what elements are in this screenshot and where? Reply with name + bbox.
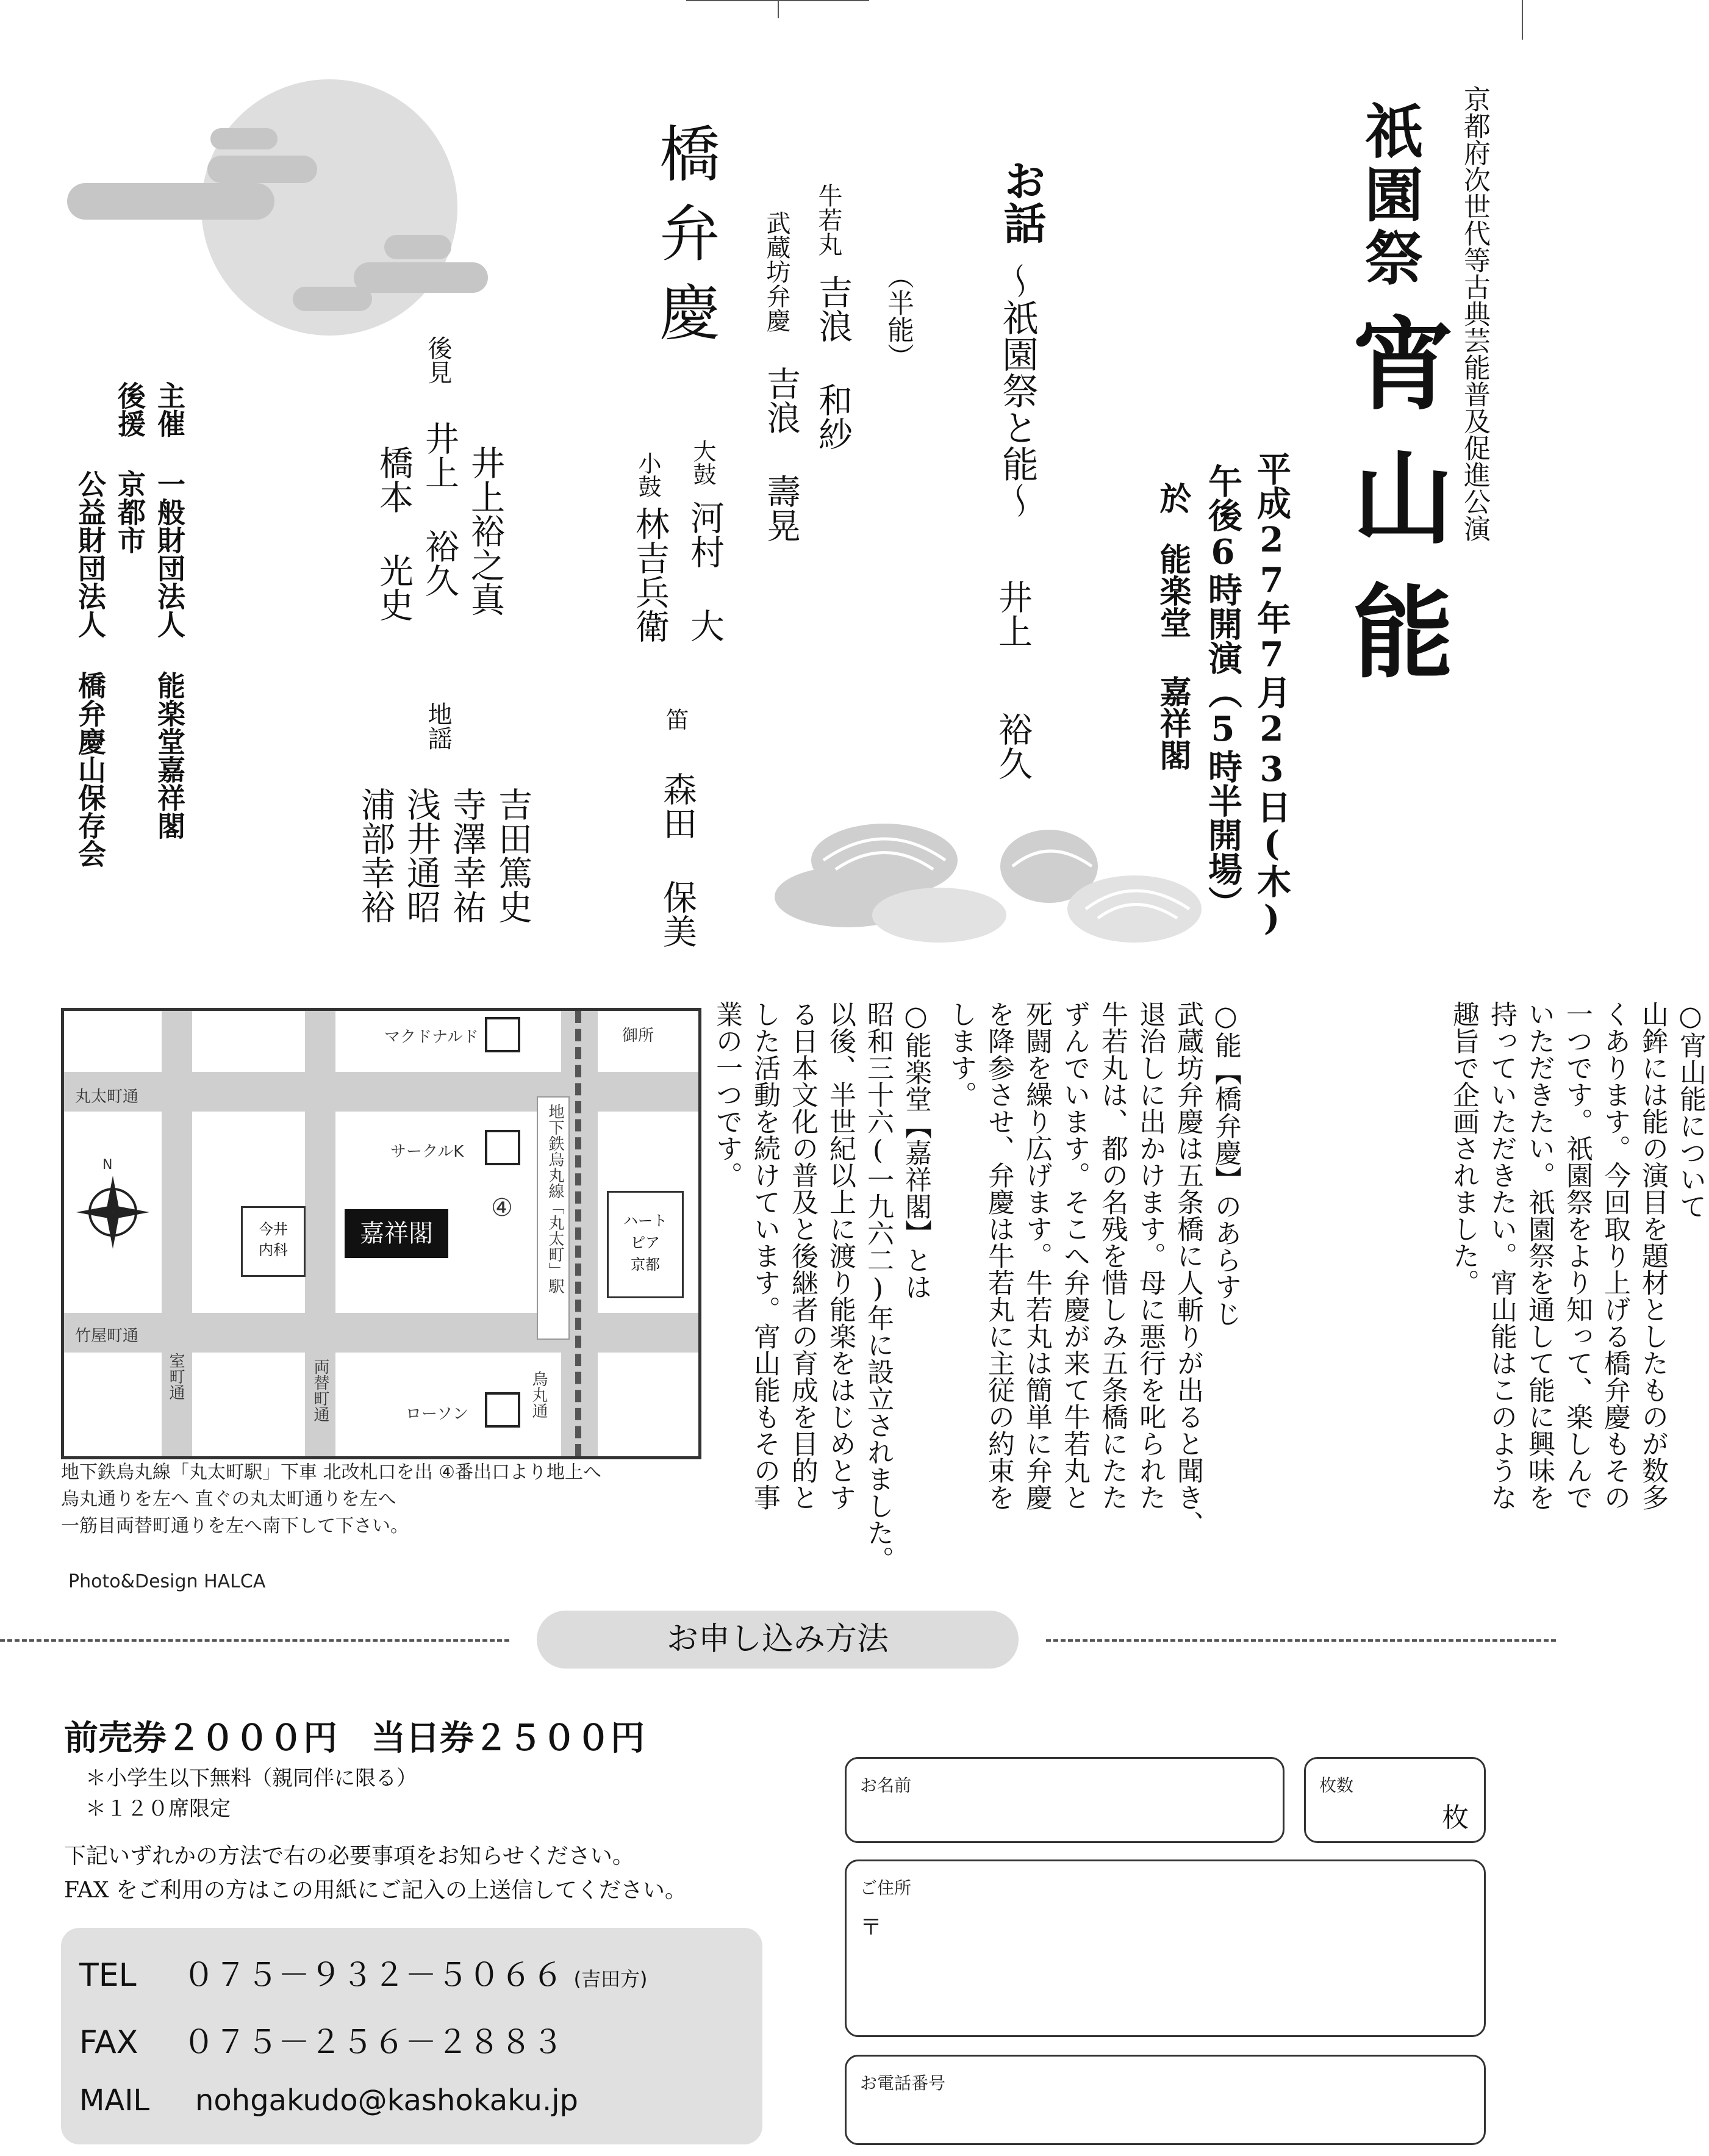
direction-line: 地下鉄烏丸線「丸太町駅」下車 北改札口を出 ④番出口より地上へ (61, 1462, 601, 1483)
support: 京都市 (113, 470, 146, 554)
kouken-member: 井上裕之真 (465, 445, 505, 616)
design-credit: Photo&Design HALCA (68, 1571, 266, 1592)
about-line: 持っていただきたい。宵山能はこのような (1486, 1001, 1517, 1511)
jiutai-member: 寺澤幸祐 (447, 787, 487, 924)
divider-right (1046, 1639, 1556, 1642)
road-marutamachi (64, 1072, 698, 1112)
cast-role: 武蔵坊弁慶 (762, 210, 790, 332)
about-line: 一つです。祇園祭をより知って、楽しんで (1561, 1001, 1593, 1511)
jiutai-member: 浦部幸裕 (356, 787, 395, 924)
contact-mail (79, 2083, 578, 2118)
landmark-label: ピア (631, 1234, 660, 1251)
cast-name: 吉浪 壽晃 (761, 366, 801, 542)
cloud-decoration (354, 262, 488, 293)
mail-label: MAIL (79, 2083, 150, 2118)
event-title: 宵山能 (1336, 311, 1455, 714)
street-label: 烏丸通 (529, 1371, 548, 1418)
venue-prefix: 於 (1154, 482, 1191, 514)
subway-label-box (537, 1096, 570, 1340)
synopsis-line: 退治しに出かけます。母に悪行を叱られた (1134, 1001, 1166, 1511)
fax-number[interactable]: ０７５－２５６－２８８３ (183, 2024, 564, 2061)
musician-role: 大鼓 (689, 439, 716, 486)
venue-marker: 嘉祥閣 (345, 1209, 448, 1258)
address-label: ご住所 (860, 1878, 912, 1898)
synopsis-line: 武蔵坊弁慶は五条橋に人斬りが出ると聞き、 (1172, 1001, 1203, 1537)
hall-line: ○能楽堂【嘉祥閣】とは (900, 1001, 931, 1300)
event-venue: 能楽堂 嘉祥閣 (1154, 543, 1191, 771)
crop-mark (778, 0, 779, 18)
contact-fax (79, 2016, 564, 2062)
cloud-decoration (67, 183, 274, 220)
north-label: N (102, 1157, 113, 1173)
support: 公益財団法人 橋弁慶山保存会 (74, 470, 107, 868)
instruction-line: 下記いずれかの方法で右の必要事項をお知らせください。 (64, 1844, 634, 1869)
lawson-marker (485, 1392, 520, 1428)
contact-tel (79, 1949, 648, 1995)
host-label: 主催 (153, 381, 186, 437)
subway-line (575, 1011, 581, 1456)
street-label: 丸太町通 (75, 1088, 139, 1106)
synopsis-line: ずんでいます。そこへ弁慶が来て牛若丸と (1059, 1001, 1090, 1511)
hall-line: る日本文化の普及と後継者の育成を目的と (787, 1001, 818, 1511)
contact-panel (61, 1928, 762, 2144)
hall-line: した活動を続けています。宵山能もその事 (749, 1001, 780, 1511)
landmark-label: ハート (623, 1212, 667, 1229)
fax-label: FAX (79, 2024, 138, 2061)
jiutai-label: 地謡 (424, 702, 452, 750)
ticket-note: ＊小学生以下無料（親同伴に限る） (85, 1766, 417, 1791)
access-map (61, 1008, 701, 1459)
support-label: 後援 (113, 381, 146, 437)
map-directions (61, 1459, 601, 1540)
play-title: 橋弁慶 (649, 122, 720, 360)
subway-label: 地下鉄烏丸線「丸太町」駅 (546, 1104, 564, 1294)
musician-name: 河村 大 (685, 500, 725, 642)
exit-marker: ④ (491, 1194, 513, 1222)
instructions (64, 1839, 687, 1908)
count-label: 枚数 (1319, 1775, 1354, 1795)
gosho-label: 御所 (622, 1027, 654, 1045)
about-line: くあります。今回取り上げる橋弁慶もその (1599, 1001, 1630, 1511)
divider-left (0, 1639, 509, 1642)
street-label: 竹屋町通 (75, 1327, 139, 1345)
cloud-decoration (384, 235, 451, 259)
musician-role: 笛 (662, 708, 689, 731)
ticket-note: ＊１２０席限定 (85, 1797, 231, 1821)
postal-mark: 〒 (860, 1915, 883, 1940)
ticket-count-field[interactable] (1304, 1757, 1486, 1843)
phone-field[interactable] (845, 2055, 1486, 2145)
name-label: お名前 (860, 1775, 912, 1795)
synopsis-line: します。 (945, 1001, 976, 1108)
synopsis-line: 死闘を繰り広げます。牛若丸は簡単に弁慶 (1021, 1001, 1052, 1511)
kouken-label: 後見 (424, 336, 452, 384)
event-date: 平成27年7月23日(木) (1252, 451, 1292, 938)
about-line: いただきたい。祇園祭を通して能に興味を (1524, 1001, 1555, 1511)
musician-name: 森田 保美 (657, 772, 697, 948)
musician-name: 林吉兵衛 (630, 506, 670, 643)
cloud-decoration (207, 156, 317, 183)
festival-title: 祇園祭 (1355, 101, 1424, 291)
cloud-decoration (293, 287, 372, 311)
event-time: 午後6時開演（5時半開場） (1203, 464, 1243, 920)
landmark-label: 今井 (259, 1221, 288, 1238)
landmark-label: サークルK (390, 1143, 464, 1161)
landmark-label: 京都 (631, 1256, 660, 1273)
ticket-notes (85, 1763, 417, 1824)
phone-label: お電話番号 (860, 2073, 946, 2093)
synopsis-line: 牛若丸は、都の名残を惜しみ五条橋にたた (1097, 1001, 1128, 1511)
ticket-prices: 前売券２０００円 当日券２５００円 (64, 1719, 645, 1758)
hall-section (708, 1001, 934, 1573)
circle-k-marker (485, 1130, 520, 1165)
musician-role: 小鼓 (634, 451, 661, 498)
crop-mark (1522, 0, 1523, 40)
about-line: 趣旨で企画されました。 (1448, 1001, 1479, 1296)
cast-name: 吉浪 和紗 (813, 275, 853, 451)
instruction-line: FAX をご利用の方はこの用紙にご記入の上送信してください。 (64, 1878, 687, 1903)
cloud-decoration (210, 128, 278, 149)
landmark-label: マクドナルド (384, 1028, 479, 1046)
count-unit: 枚 (1442, 1802, 1469, 1833)
imai-clinic (241, 1206, 306, 1277)
talk-topic: ～祇園祭と能～ (996, 262, 1039, 519)
application-heading: お申し込み方法 (537, 1611, 1019, 1669)
heartpia-kyoto (607, 1191, 684, 1298)
mail-address[interactable]: nohgakudo@kashokaku.jp (195, 2083, 579, 2118)
name-field[interactable] (845, 1757, 1284, 1843)
organizer-line: 京都府次世代等古典芸能普及促進公演 (1459, 85, 1490, 542)
hall-line: 業の一つです。 (711, 1001, 742, 1188)
hall-line: 昭和三十六(一九六二)年に設立されました。 (862, 1001, 894, 1573)
jiutai-member: 浅井通昭 (401, 787, 441, 924)
hall-line: 以後、半世紀以上に渡り能楽をはじめとす (825, 1001, 856, 1511)
about-section (1444, 1001, 1709, 1511)
tel-note: (吉田方) (573, 1967, 648, 1991)
compass-icon (73, 1173, 152, 1252)
address-field[interactable] (845, 1860, 1486, 2037)
landmark-label: 内科 (259, 1241, 288, 1259)
talk-speaker: 井上 裕久 (993, 580, 1033, 780)
talk-heading: お話 (997, 159, 1047, 244)
kouken-member: 井上 裕久 (420, 421, 459, 597)
mcdonalds-marker (485, 1017, 520, 1052)
synopsis-line: を降参させ、弁慶は牛若丸に主従の約束を (983, 1001, 1014, 1511)
direction-line: 烏丸通りを左へ 直ぐの丸太町通りを左へ (61, 1489, 396, 1510)
tel-label: TEL (79, 1957, 137, 1994)
street-label: 室町通 (167, 1353, 185, 1400)
synopsis-section (942, 1001, 1244, 1537)
jiutai-member: 吉田篤史 (493, 787, 532, 924)
tel-number[interactable]: ０７５－９３２－５０６６ (183, 1957, 564, 1994)
street-label: 両替町通 (311, 1359, 329, 1422)
about-line: 山鉾には能の演目を題材としたものが数多 (1637, 1001, 1668, 1511)
direction-line: 一筋目両替町通りを左へ南下して下さい。 (61, 1515, 409, 1537)
kouken-member: 橋本 光史 (374, 445, 414, 622)
road-takeyamachi (64, 1313, 698, 1353)
synopsis-line: ○能【橋弁慶】のあらすじ (1210, 1001, 1241, 1327)
play-note: （半能） (883, 262, 914, 370)
pine-decoration (769, 793, 1208, 952)
landmark-label: ローソン (406, 1405, 468, 1423)
host: 一般財団法人 能楽堂嘉祥閣 (153, 470, 186, 839)
cast-role: 牛若丸 (814, 183, 842, 256)
about-line: ○宵山能について (1675, 1001, 1706, 1220)
